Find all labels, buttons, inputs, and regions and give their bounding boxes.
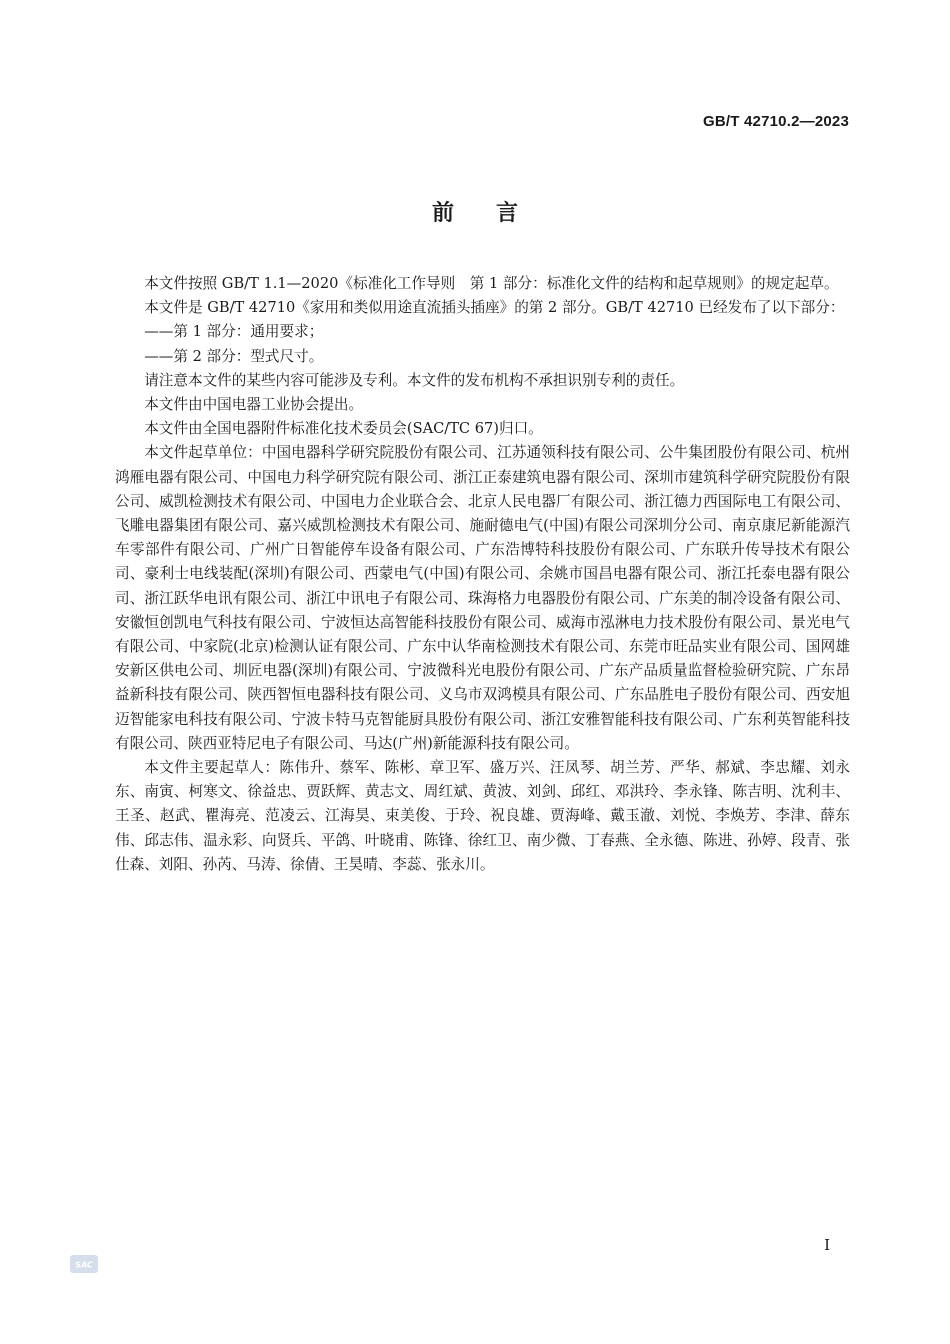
list-item-part-2: ——第 2 部分：型式尺寸。 — [144, 347, 324, 365]
svg-text:SAC: SAC — [75, 1260, 93, 1270]
sac-logo-icon — [70, 1255, 98, 1273]
paragraph-drafting-basis: 本文件按照 GB/T 1.1—2020《标准化工作导则 第 1 部分：标准化文件的结构和起草规则》的规定起草。 — [144, 275, 839, 292]
paragraph-patent-notice: 请注意本文件的某些内容可能涉及专利。本文件的发布机构不承担识别专利的责任。 — [144, 371, 685, 389]
page-number: I — [824, 1236, 830, 1254]
paragraph-series-info: 本文件是 GB/T 42710《家用和类似用途直流插头插座》的第 2 部分。GB/T 42710 已经发布了以下部分： — [144, 299, 845, 317]
paragraph-committee: 本文件由全国电器附件标准化技术委员会(SAC/TC 67)归口。 — [144, 420, 543, 438]
document-code: GB/T 42710.2—2023 — [703, 113, 849, 130]
list-item-part-1: ——第 1 部分：通用要求； — [144, 323, 324, 341]
paragraph-drafters: 本文件主要起草人：陈伟升、蔡军、陈彬、章卫军、盛万兴、汪凤琴、胡兰芳、严华、郝斌、李忠耀、刘永东、南寅、柯寒文、徐益忠、贾跃辉、黄志文、周红斌、黄波、刘剑、邱红、邓洪玲、李永锋、陈吉明、沈利丰、王圣、赵武、瞿海亮、范凌云、江海昊、束美俊、于玲、祝良雄、贾海峰、戴玉澈、刘悦、李焕芳、李津、薛东伟、邱志伟、温永彩、向贤兵、平鸽、叶晓甫、陈锋、徐红卫、南少微、丁春燕、全永德、陈进、孙婷、段青、张仕森、刘阳、孙芮、马涛、徐倩、王昊晴、李蕊、张永川。 — [115, 759, 850, 873]
paragraph-proposer: 本文件由中国电器工业协会提出。 — [144, 396, 364, 414]
document-body — [115, 272, 850, 877]
page-title: 前言 — [431, 201, 560, 226]
paragraph-drafting-units: 本文件起草单位：中国电器科学研究院股份有限公司、江苏通领科技有限公司、公牛集团股份有限公司、杭州鸿雁电器有限公司、中国电力科学研究院有限公司、浙江正泰建筑电器有限公司、深圳市建筑科学研究院股份有限公司、威凯检测技术有限公司、中国电力企业联合会、北京人民电器厂有限公司、浙江德力西国际电工有限公司、飞雕电器集团有限公司、嘉兴威凯检测技术有限公司、施耐德电气(中国)有限公司深圳分公司、南京康尼新能源汽车零部件有限公司、广州广日智能停车设备有限公司、广东浩博特科技股份有限公司、广东联升传导技术有限公司、豪利士电线装配(深圳)有限公司、西蒙电气(中国)有限公司、余姚市国昌电器有限公司、浙江托泰电器有限公司、浙江跃华电讯有限公司、浙江中讯电子有限公司、珠海格力电器股份有限公司、广东美的制冷设备有限公司、安徽恒创凯电气科技有限公司、宁波恒达高智能科技股份有限公司、威海市泓淋电力技术股份有限公司、景光电气有限公司、中家院(北京)检测认证有限公司、广东中认华南检测技术有限公司、东莞市旺品实业有限公司、国网雄安新区供电公司、圳匠电器(深圳)有限公司、宁波微科光电股份有限公司、广东产品质量监督检验研究院、广东昂益新科技有限公司、陕西智恒电器科技有限公司、义乌市双鸿模具有限公司、广东品胜电子股份有限公司、西安旭迈智能家电科技有限公司、宁波卡特马克智能厨具股份有限公司、浙江安雅智能科技有限公司、广东利英智能科技有限公司、陕西亚特尼电子有限公司、马达(广州)新能源科技有限公司。 — [115, 444, 850, 752]
